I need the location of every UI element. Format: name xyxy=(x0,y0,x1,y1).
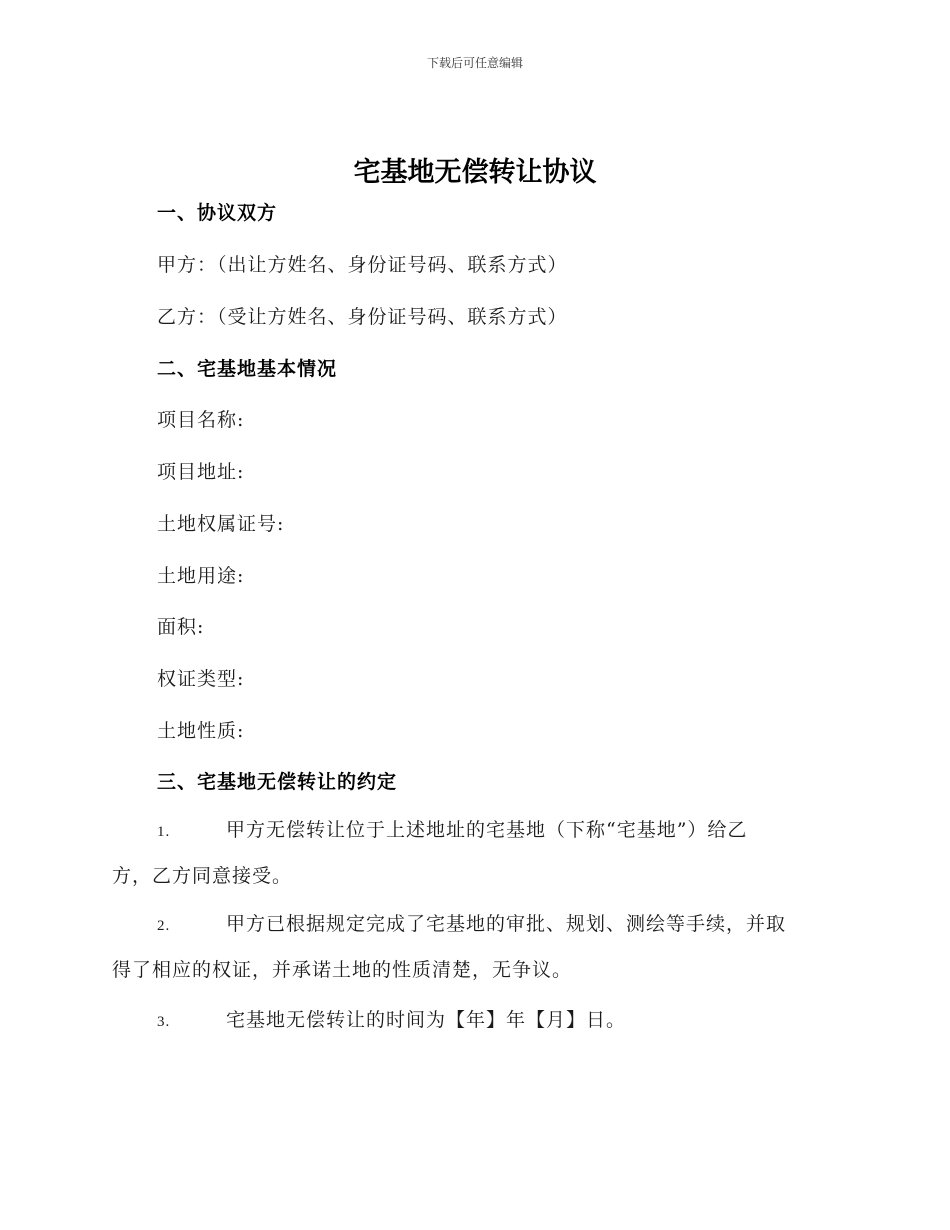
document-title: 宅基地无偿转让协议 xyxy=(353,157,597,188)
clause-1 xyxy=(112,808,834,898)
section-1-heading: 一、协议双方 xyxy=(157,202,278,224)
field-project-name: 项目名称: xyxy=(157,409,245,431)
clause-text: 宅基地无偿转让的时间为【年】年【月】日。 xyxy=(226,1009,627,1031)
field-land-nature: 土地性质: xyxy=(157,720,245,742)
clause-text: 甲方已根据规定完成了宅基地的审批、规划、测绘等手续，并取 xyxy=(226,913,787,935)
field-area: 面积: xyxy=(157,616,205,638)
clause-3 xyxy=(112,998,834,1044)
section-3-heading: 三、宅基地无偿转让的约定 xyxy=(157,771,398,793)
field-land-cert-number: 土地权属证号: xyxy=(157,513,285,535)
field-land-use: 土地用途: xyxy=(157,565,245,587)
field-cert-type: 权证类型: xyxy=(157,668,245,690)
clause-2 xyxy=(112,902,834,992)
party-b-line: 乙方：（受让方姓名、身份证号码、联系方式） xyxy=(157,306,568,328)
field-project-address: 项目地址: xyxy=(157,461,245,483)
page-header-note: 下载后可任意编辑 xyxy=(426,56,523,70)
clause-number: 3. xyxy=(157,1014,171,1030)
clause-text-continued: 方，乙方同意接受。 xyxy=(112,865,293,887)
clause-text: 甲方无偿转让位于上述地址的宅基地（下称“宅基地”）给乙 xyxy=(226,819,748,841)
clause-number: 1. xyxy=(157,824,171,840)
party-a-line: 甲方：（出让方姓名、身份证号码、联系方式） xyxy=(157,254,568,276)
clause-number: 2. xyxy=(157,918,171,934)
section-2-heading: 二、宅基地基本情况 xyxy=(157,358,338,380)
clause-text-continued: 得了相应的权证，并承诺土地的性质清楚，无争议。 xyxy=(112,959,573,981)
